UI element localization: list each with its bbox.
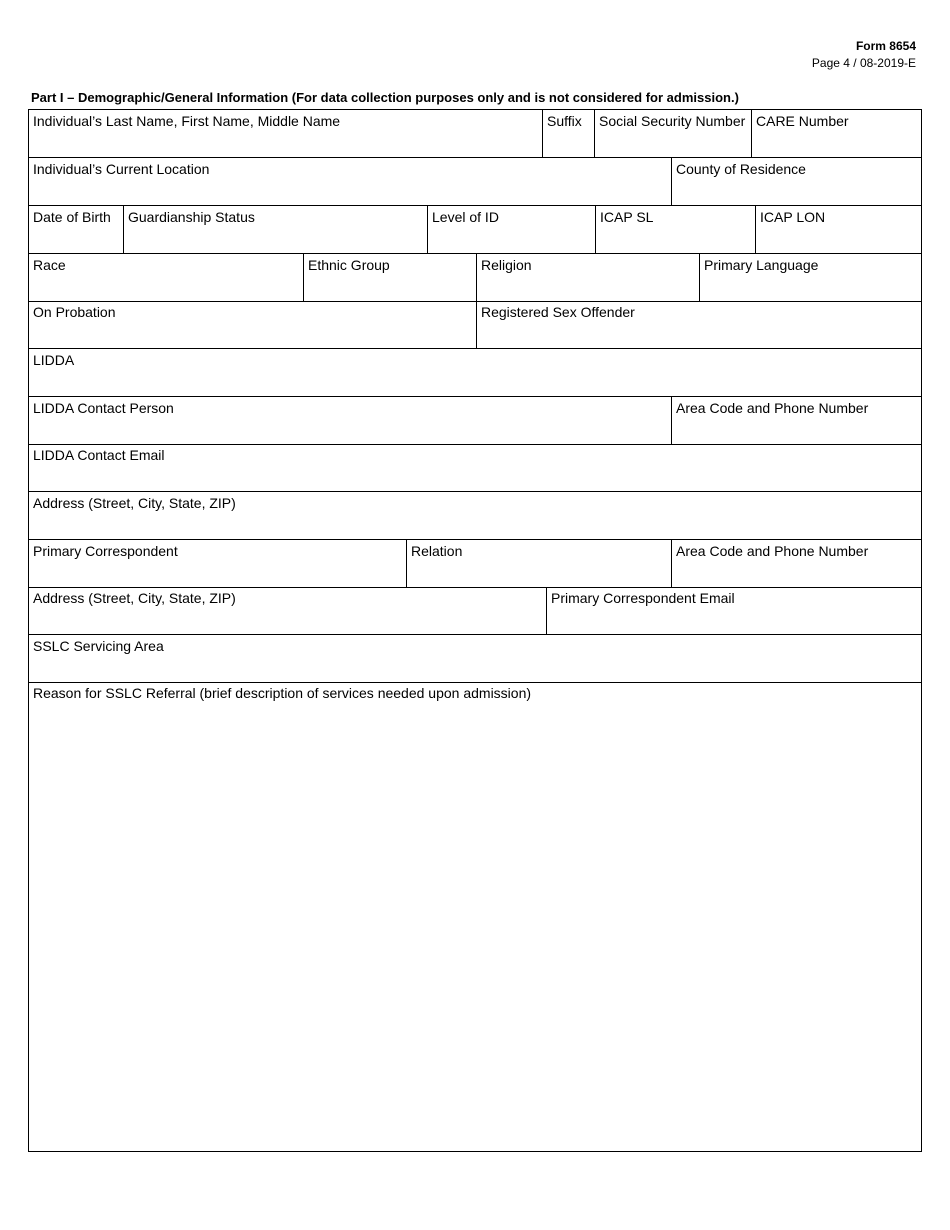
care-number-label: CARE Number xyxy=(756,113,849,129)
correspondent-email-field[interactable] xyxy=(546,587,921,634)
correspondent-email-label: Primary Correspondent Email xyxy=(551,590,735,606)
row-correspondent xyxy=(29,540,921,588)
lidda-address-label: Address (Street, City, State, ZIP) xyxy=(33,495,236,511)
primary-language-label: Primary Language xyxy=(704,257,819,273)
part-title: Part I – Demographic/General Information (For data collection purposes only and is not considered for admission.) xyxy=(31,90,739,105)
row-probation xyxy=(29,301,921,349)
sslc-area-label: SSLC Servicing Area xyxy=(33,638,164,654)
lidda-field[interactable] xyxy=(29,349,921,396)
suffix-field[interactable] xyxy=(542,110,594,157)
lidda-phone-label: Area Code and Phone Number xyxy=(676,400,869,416)
sex-offender-field[interactable] xyxy=(476,301,921,348)
care-number-field[interactable] xyxy=(751,110,921,157)
primary-correspondent-label: Primary Correspondent xyxy=(33,543,178,559)
primary-language-field[interactable] xyxy=(699,254,921,301)
form-number: Form 8654 xyxy=(855,39,916,53)
row-location xyxy=(29,158,921,206)
row-correspondent-address xyxy=(29,587,921,635)
correspondent-address-field[interactable] xyxy=(29,587,546,634)
ethnic-group-label: Ethnic Group xyxy=(308,257,390,273)
level-of-id-field[interactable] xyxy=(427,206,595,253)
icap-sl-field[interactable] xyxy=(595,206,755,253)
name-field[interactable] xyxy=(29,110,542,157)
relation-label: Relation xyxy=(411,543,463,559)
lidda-label: LIDDA xyxy=(33,352,75,368)
row-lidda-address xyxy=(29,492,921,540)
row-sslc-area xyxy=(29,635,921,683)
lidda-phone-field[interactable] xyxy=(671,397,921,444)
race-field[interactable] xyxy=(29,254,303,301)
religion-label: Religion xyxy=(481,257,532,273)
correspondent-address-label: Address (Street, City, State, ZIP) xyxy=(33,590,236,606)
demographic-form xyxy=(28,109,922,1152)
level-of-id-label: Level of ID xyxy=(432,209,499,225)
ssn-field[interactable] xyxy=(594,110,751,157)
icap-sl-label: ICAP SL xyxy=(600,209,654,225)
ssn-label: Social Security Number xyxy=(599,113,746,129)
current-location-label: Individual’s Current Location xyxy=(33,161,210,177)
row-name xyxy=(29,110,921,158)
relation-field[interactable] xyxy=(406,540,671,587)
on-probation-field[interactable] xyxy=(29,301,476,348)
icap-lon-field[interactable] xyxy=(755,206,921,253)
ethnic-group-field[interactable] xyxy=(303,254,476,301)
sex-offender-label: Registered Sex Offender xyxy=(481,304,635,320)
lidda-contact-field[interactable] xyxy=(29,397,671,444)
page-info: Page 4 / 08-2019-E xyxy=(811,56,916,70)
name-label: Individual’s Last Name, First Name, Middle Name xyxy=(33,113,341,129)
row-lidda xyxy=(29,349,921,397)
row-race xyxy=(29,254,921,302)
guardianship-field[interactable] xyxy=(123,206,427,253)
icap-lon-label: ICAP LON xyxy=(760,209,826,225)
lidda-contact-label: LIDDA Contact Person xyxy=(33,400,174,416)
guardianship-label: Guardianship Status xyxy=(128,209,255,225)
lidda-email-label: LIDDA Contact Email xyxy=(33,447,165,463)
race-label: Race xyxy=(33,257,66,273)
dob-field[interactable] xyxy=(29,206,123,253)
county-label: County of Residence xyxy=(676,161,806,177)
row-lidda-contact xyxy=(29,397,921,445)
suffix-label: Suffix xyxy=(547,113,582,129)
referral-reason-field[interactable] xyxy=(29,683,921,1151)
dob-label: Date of Birth xyxy=(33,209,111,225)
lidda-address-field[interactable] xyxy=(29,492,921,539)
sslc-area-field[interactable] xyxy=(29,635,921,682)
referral-reason-label: Reason for SSLC Referral (brief description of services needed upon admission) xyxy=(33,685,532,701)
current-location-field[interactable] xyxy=(29,158,671,205)
correspondent-phone-label: Area Code and Phone Number xyxy=(676,543,869,559)
primary-correspondent-field[interactable] xyxy=(29,540,406,587)
county-field[interactable] xyxy=(671,158,921,205)
lidda-email-field[interactable] xyxy=(29,444,921,491)
religion-field[interactable] xyxy=(476,254,699,301)
correspondent-phone-field[interactable] xyxy=(671,540,921,587)
row-dob xyxy=(29,206,921,254)
on-probation-label: On Probation xyxy=(33,304,116,320)
row-lidda-email xyxy=(29,444,921,492)
